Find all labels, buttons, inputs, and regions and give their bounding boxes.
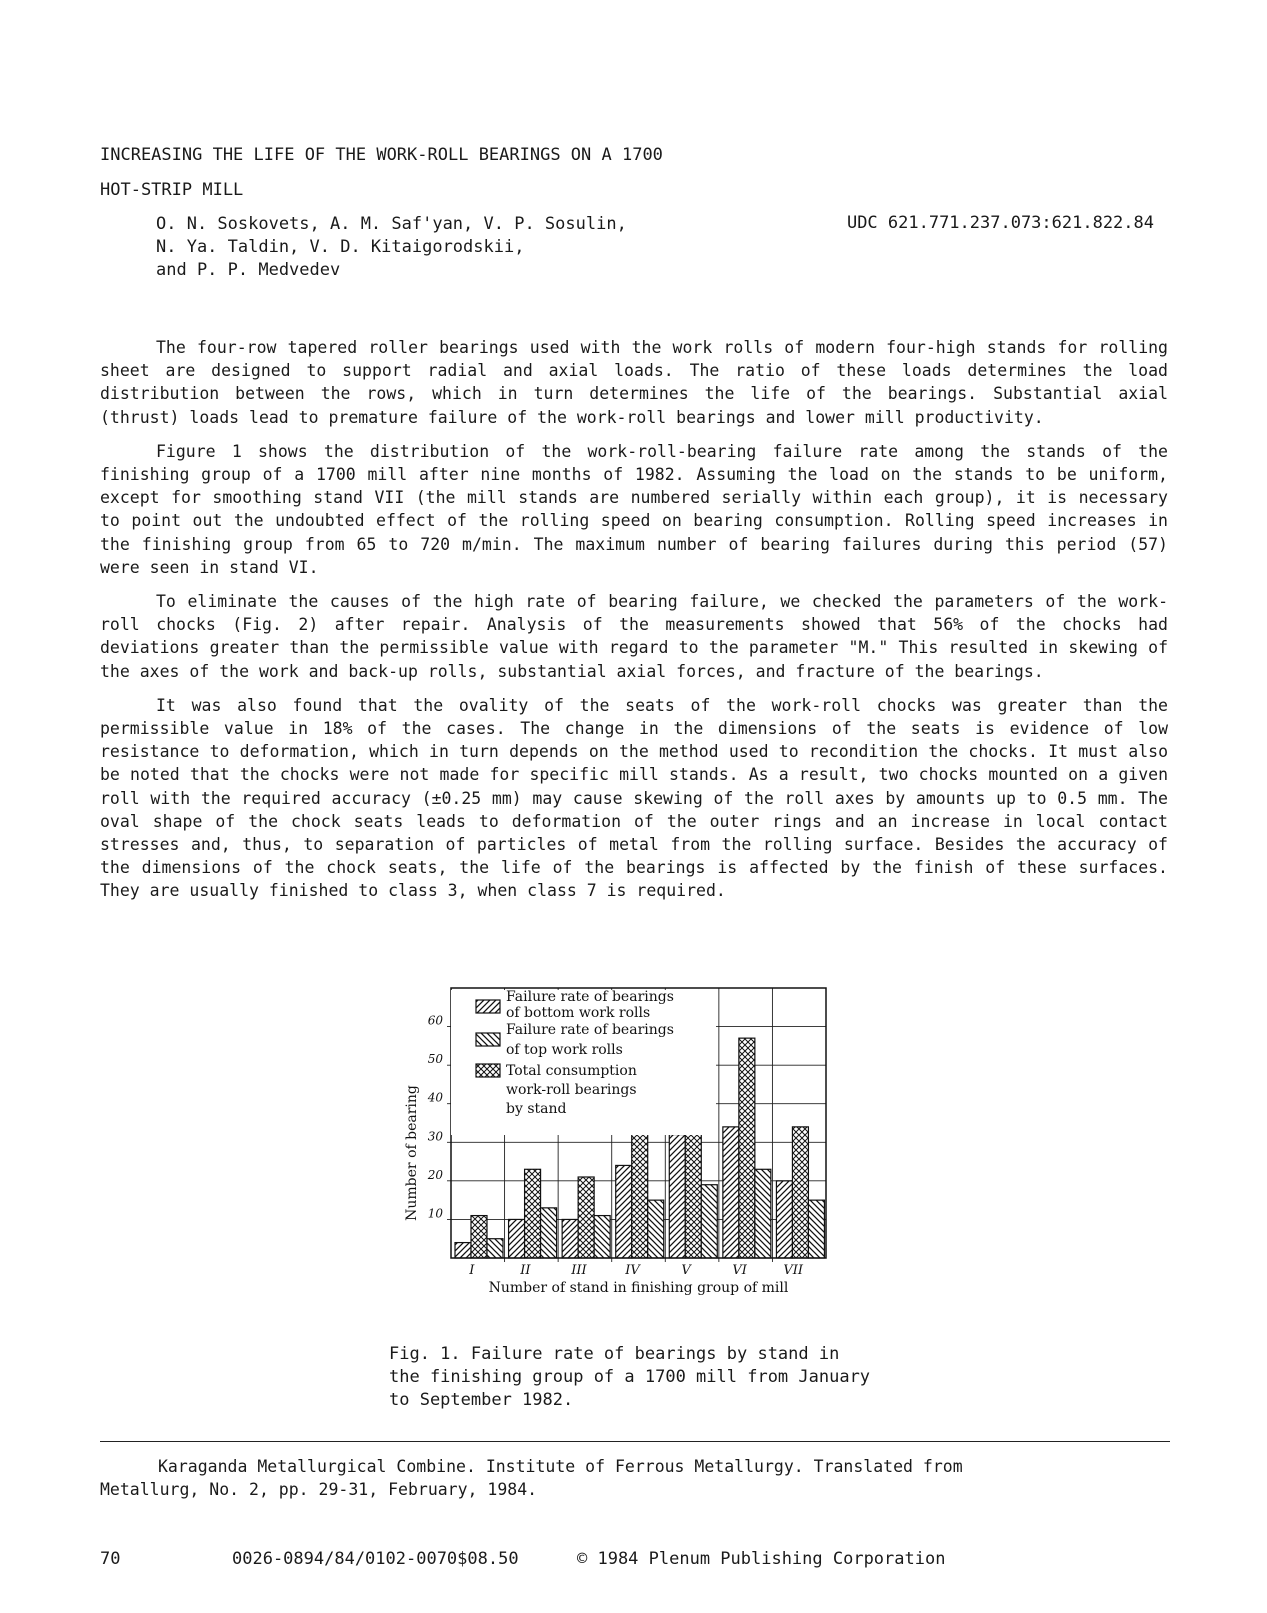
bar-total — [578, 1177, 594, 1258]
footnote-line-1: Karaganda Metallurgical Combine. Institute of Ferrous Metallurgy. Translated from — [158, 1457, 963, 1476]
x-axis-title: Number of stand in finishing group of mill — [488, 1280, 789, 1296]
x-tick-label: V — [681, 1263, 691, 1278]
bar-top-rolls — [808, 1200, 824, 1258]
title-line-1: INCREASING THE LIFE OF THE WORK-ROLL BEARINGS ON A 1700 — [100, 145, 663, 165]
footnote-divider — [100, 1441, 1170, 1442]
authors-line-2: N. Ya. Taldin, V. D. Kitaigorodskii, — [156, 237, 525, 257]
x-tick-label: III — [571, 1263, 587, 1278]
authors-line-1: O. N. Soskovets, A. M. Saf'yan, V. P. Sosulin, — [156, 214, 627, 234]
legend-bottom-line-1: Failure rate of bearings — [506, 989, 674, 1005]
y-tick-label: 10 — [427, 1206, 443, 1221]
legend-top-line-1: Failure rate of bearings — [506, 1022, 674, 1038]
legend-swatch-total — [476, 1064, 500, 1077]
author-list — [156, 213, 627, 282]
x-tick-label: VII — [783, 1263, 804, 1278]
bar-top-rolls — [648, 1200, 664, 1258]
x-tick-label: VI — [732, 1263, 747, 1278]
paragraph-2: Figure 1 shows the distribution of the work-roll-bearing failure rate among the stands of the finishing group of a 1700 mill after nine months of 1982. Assuming the load on the stands to be uniform, except for smoothing stand VII (the mill stands are numbered serially within each group), it is necessary to point out the undoubted effect of the rolling speed on bearing consumption. Rolling speed increases in the finishing group from 65 to 720 m/min. The maximum number of bearing failures during this period (57) were seen in stand VI. — [100, 441, 1168, 577]
figure-1 — [406, 988, 866, 1338]
y-tick-label: 60 — [427, 1013, 443, 1028]
bar-top-rolls — [701, 1185, 717, 1258]
paragraph-4: It was also found that the ovality of the seats of the work-roll chocks was greater than the permissible value in 18% of the cases. The change in the dimensions of the seats is evidence of low resistance to deformation, which in turn depends on the method used to recondition the chocks. It must also be noted that the chocks were not made for specific mill stands. As a result, two chocks mounted on a given roll with the required accuracy (±0.25 mm) may cause skewing of the roll axes by amounts up to 0.5 mm. The oval shape of the chock seats leads to deformation of the outer rings and an increase in local contact stresses and, thus, to separation of particles of metal from the rolling surface. Besides the accuracy of the dimensions of the chock seats, the life of the bearings is affected by the finish of these surfaces. They are usually finished to class 3, when class 7 is required. — [100, 695, 1168, 901]
figure-caption: Fig. 1. Failure rate of bearings by stand in the finishing group of a 1700 mill from January to September 1982. — [389, 1344, 871, 1410]
bar-total — [739, 1038, 755, 1258]
bar-total — [525, 1169, 541, 1258]
bar-bottom-rolls — [669, 1135, 685, 1258]
legend-swatch-bottom — [476, 1000, 500, 1013]
y-tick-label: 40 — [427, 1090, 443, 1105]
bar-bottom-rolls — [616, 1165, 632, 1258]
y-axis-title: Number of bearing — [404, 1085, 420, 1221]
article-title — [100, 138, 663, 208]
bar-bottom-rolls — [509, 1219, 525, 1258]
legend-total-line-2: work-roll bearings — [506, 1082, 637, 1098]
title-line-2: HOT-STRIP MILL — [100, 180, 244, 200]
bar-top-rolls — [755, 1169, 771, 1258]
article-body — [100, 336, 1168, 914]
bar-total — [792, 1127, 808, 1258]
paragraph-1: The four-row tapered roller bearings used with the work rolls of modern four-high stands for rolling sheet are designed to support radial and axial loads. The ratio of these loads determines the load distribution between the rows, which in turn determines the life of the bearings. Substantial axial (thrust) loads lead to premature failure of the work-roll bearings and lower mill productivity. — [100, 338, 1168, 427]
legend-total-line-1: Total consumption — [506, 1063, 637, 1079]
footnote-line-2: Metallurg, No. 2, pp. 29-31, February, 1984. — [100, 1480, 538, 1499]
bar-top-rolls — [487, 1239, 503, 1258]
y-tick-label: 30 — [427, 1129, 443, 1144]
publication-code: 0026-0894/84/0102-0070$08.50 — [232, 1549, 519, 1569]
x-tick-label: IV — [625, 1263, 640, 1278]
y-tick-label: 50 — [427, 1052, 443, 1067]
bar-bottom-rolls — [723, 1127, 739, 1258]
authors-line-3: and P. P. Medvedev — [156, 260, 341, 280]
bar-top-rolls — [594, 1216, 610, 1258]
y-tick-label: 20 — [427, 1167, 443, 1182]
bar-bottom-rolls — [562, 1219, 578, 1258]
bar-bottom-rolls — [776, 1181, 792, 1258]
legend-swatch-top — [476, 1033, 500, 1046]
bar-chart — [406, 988, 866, 1338]
paragraph-3: To eliminate the causes of the high rate of bearing failure, we checked the parameters of the work-roll chocks (Fig. 2) after repair. Analysis of the measurements showed that 56% of the chocks had deviations greater than the permissible value with regard to the parameter "M." This resulted in skewing of the axes of the work and back-up rolls, substantial axial forces, and fracture of the bearings. — [100, 592, 1168, 681]
page-number: 70 — [100, 1549, 121, 1569]
bar-bottom-rolls — [455, 1243, 471, 1258]
copyright-notice: © 1984 Plenum Publishing Corporation — [577, 1549, 946, 1569]
legend-bottom-line-2: of bottom work rolls — [506, 1005, 651, 1021]
legend-top-line-2: of top work rolls — [506, 1042, 623, 1058]
footnote — [100, 1455, 1170, 1501]
udc-code: UDC 621.771.237.073:621.822.84 — [846, 213, 1154, 233]
legend-total-line-3: by stand — [506, 1101, 567, 1117]
x-tick-label: II — [520, 1263, 531, 1278]
x-tick-label: I — [469, 1263, 475, 1278]
bar-top-rolls — [541, 1208, 557, 1258]
bar-total — [471, 1216, 487, 1258]
